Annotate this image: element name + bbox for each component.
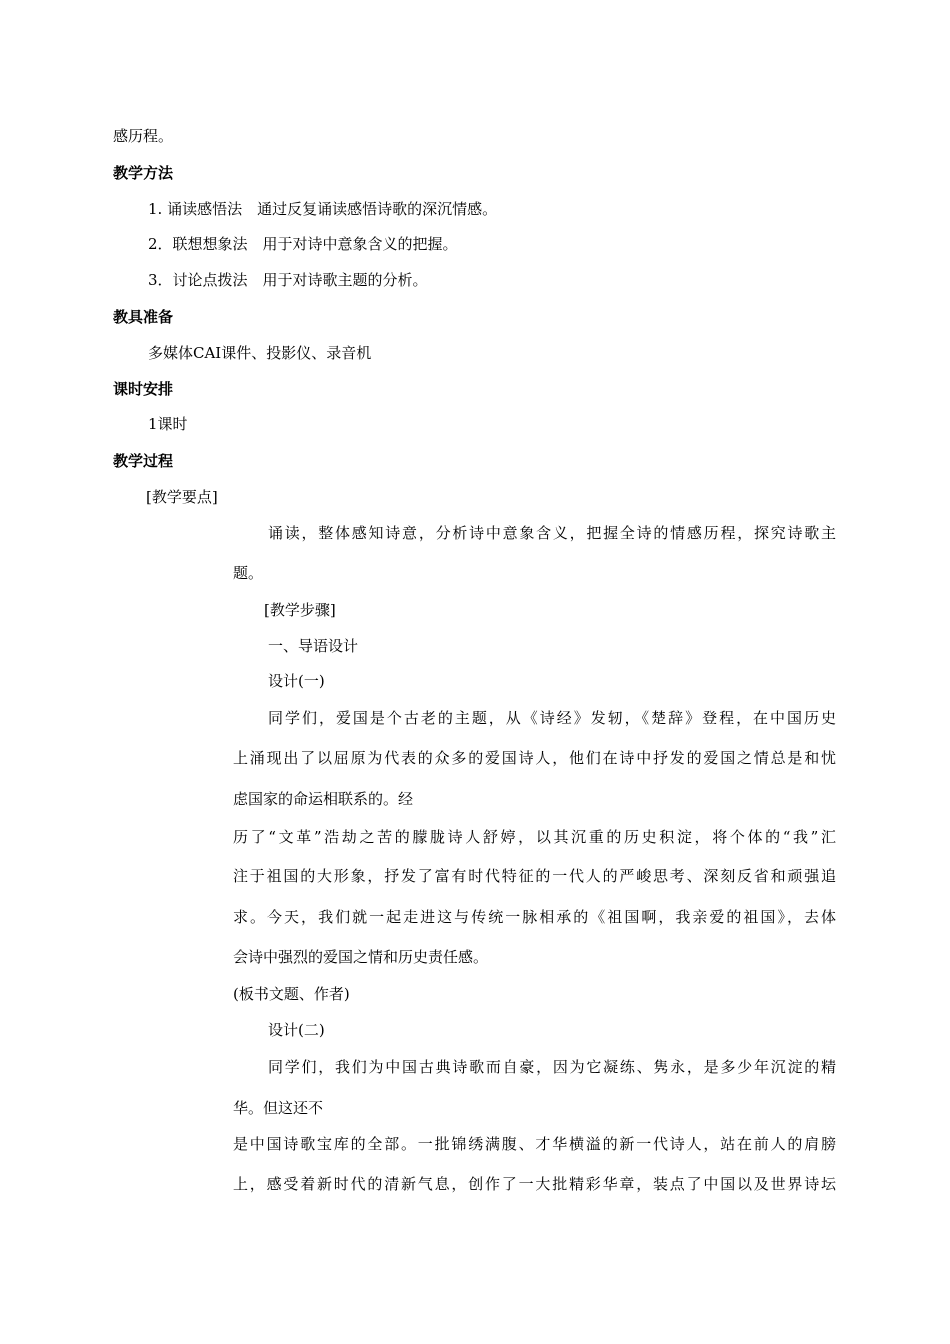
paragraph-line: (板书文题、作者): [233, 985, 350, 1003]
paragraph-line: 虑国家的命运相联系的。经: [233, 790, 414, 808]
paragraph-line: 华。但这还不: [233, 1099, 324, 1117]
paragraph-line: 会诗中强烈的爱国之情和历史责任感。: [233, 948, 489, 966]
paragraph-line: 注于祖国的大形象，抒发了富有时代特征的一代人的严峻思考、深刻反省和顽强追: [233, 867, 836, 885]
schedule-text: 1课时: [148, 415, 188, 433]
method-item: 1. 诵读感悟法 通过反复诵读感悟诗歌的深沉情感。: [148, 200, 498, 218]
intro-title: 一、导语设计: [268, 637, 359, 655]
paragraph-line: 是中国诗歌宝库的全部。一批锦绣满腹、才华横溢的新一代诗人，站在前人的肩膀: [233, 1135, 836, 1153]
key-points-line: 诵读，整体感知诗意，分析诗中意象含义，把握全诗的情感历程，探究诗歌主: [268, 524, 836, 542]
paragraph-line: 历了“文革”浩劫之苦的朦胧诗人舒婷，以其沉重的历史积淀，将个体的“我”汇: [233, 828, 836, 846]
text-line: 感历程。: [113, 127, 174, 145]
method-item: 3．讨论点拨法 用于对诗歌主题的分析。: [148, 271, 428, 289]
tools-text: 多媒体CAI课件、投影仪、录音机: [148, 344, 372, 362]
design-title: 设计(一): [268, 672, 325, 690]
steps-label: [教学步骤]: [264, 601, 336, 619]
section-heading-process: 教学过程: [113, 452, 174, 470]
key-points-label: [教学要点]: [146, 488, 218, 506]
paragraph-line: 求。今天，我们就一起走进这与传统一脉相承的《祖国啊，我亲爱的祖国》，去体: [233, 908, 836, 926]
section-heading-schedule: 课时安排: [113, 380, 174, 398]
paragraph-line: 上涌现出了以屈原为代表的众多的爱国诗人，他们在诗中抒发的爱国之情总是和忧: [233, 749, 836, 767]
method-item: 2．联想想象法 用于对诗中意象含义的把握。: [148, 235, 458, 253]
paragraph-line: 同学们，爱国是个古老的主题，从《诗经》发轫，《楚辞》登程，在中国历史: [268, 709, 836, 727]
section-heading-methods: 教学方法: [113, 164, 174, 182]
paragraph-line: 同学们，我们为中国古典诗歌而自豪，因为它凝练、隽永，是多少年沉淀的精: [268, 1058, 836, 1076]
section-heading-tools: 教具准备: [113, 308, 174, 326]
design-title: 设计(二): [268, 1021, 325, 1039]
paragraph-line: 上，感受着新时代的清新气息，创作了一大批精彩华章，装点了中国以及世界诗坛: [233, 1175, 836, 1193]
key-points-line: 题。: [233, 564, 264, 582]
